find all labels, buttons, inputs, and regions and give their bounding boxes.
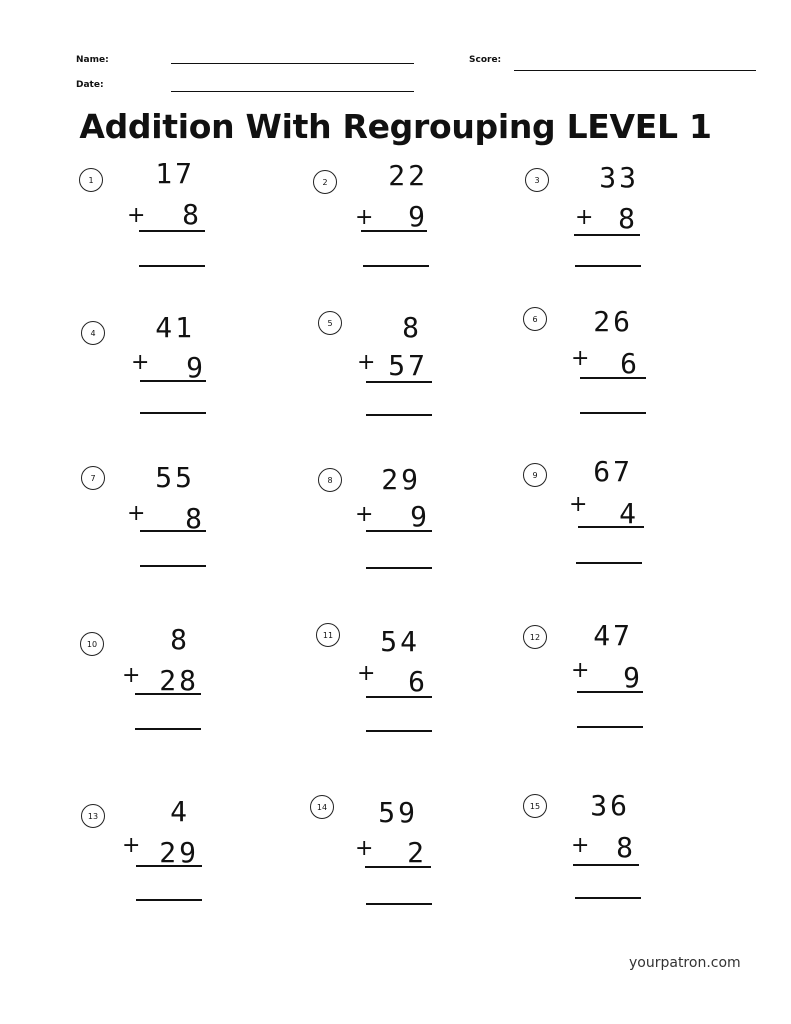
answer-line[interactable] [366,903,432,905]
plus-sign: + [127,501,146,526]
answer-line[interactable] [577,726,643,728]
name-line[interactable] [171,63,414,64]
top-addend: 8 [170,623,190,656]
bottom-addend: 8 [185,502,205,535]
bottom-addend: 6 [408,665,428,698]
sum-line [366,530,432,532]
footer-website: yourpatron.com [629,955,741,971]
problem-number: 6 [523,307,547,331]
problem-number: 1 [79,168,103,192]
score-label: Score: [469,55,502,65]
top-addend: 67 [593,455,633,488]
top-addend: 8 [402,311,422,344]
top-addend: 17 [155,157,195,190]
sum-line [366,696,432,698]
plus-sign: + [122,833,141,858]
problem-number: 2 [313,170,337,194]
date-label: Date: [76,80,104,90]
problem-number: 4 [81,321,105,345]
sum-line [573,864,639,866]
problem-number: 14 [310,795,334,819]
answer-line[interactable] [136,899,202,901]
problem-number: 11 [316,623,340,647]
sum-line [578,526,644,528]
sum-line [140,530,206,532]
bottom-addend: 2 [407,836,427,869]
plus-sign: + [571,833,590,858]
page-title: Addition With Regrouping LEVEL 1 [79,107,712,146]
answer-line[interactable] [139,265,205,267]
bottom-addend: 6 [620,347,640,380]
plus-sign: + [355,836,374,861]
sum-line [361,230,427,232]
top-addend: 36 [590,789,630,822]
date-line[interactable] [171,91,414,92]
answer-line[interactable] [363,265,429,267]
problem-number: 12 [523,625,547,649]
bottom-addend: 8 [616,831,636,864]
problem-number: 3 [525,168,549,192]
sum-line [136,865,202,867]
problem-number: 15 [523,794,547,818]
top-addend: 59 [378,796,418,829]
plus-sign: + [122,663,141,688]
top-addend: 26 [593,305,633,338]
bottom-addend: 9 [408,200,428,233]
problem-number: 13 [81,804,105,828]
top-addend: 47 [593,619,633,652]
top-addend: 33 [599,161,639,194]
plus-sign: + [355,502,374,527]
problem-number: 9 [523,463,547,487]
bottom-addend: 9 [410,500,430,533]
sum-line [366,381,432,383]
plus-sign: + [571,346,590,371]
problem-number: 5 [318,311,342,335]
name-label: Name: [76,55,109,65]
answer-line[interactable] [575,897,641,899]
answer-line[interactable] [140,412,206,414]
top-addend: 41 [155,311,195,344]
answer-line[interactable] [140,565,206,567]
answer-line[interactable] [580,412,646,414]
top-addend: 29 [381,463,421,496]
plus-sign: + [571,658,590,683]
bottom-addend: 8 [618,202,638,235]
bottom-addend: 8 [182,198,202,231]
bottom-addend: 28 [159,664,199,697]
score-line[interactable] [514,70,756,71]
top-addend: 55 [155,461,195,494]
problem-number: 10 [80,632,104,656]
bottom-addend: 9 [186,351,206,384]
sum-line [140,380,206,382]
answer-line[interactable] [576,562,642,564]
problem-number: 7 [81,466,105,490]
plus-sign: + [127,203,146,228]
bottom-addend: 9 [623,661,643,694]
plus-sign: + [357,350,376,375]
answer-line[interactable] [366,730,432,732]
plus-sign: + [569,492,588,517]
answer-line[interactable] [575,265,641,267]
sum-line [135,693,201,695]
bottom-addend: 57 [388,349,428,382]
plus-sign: + [575,205,594,230]
sum-line [365,866,431,868]
plus-sign: + [357,661,376,686]
top-addend: 54 [380,625,420,658]
bottom-addend: 29 [159,836,199,869]
top-addend: 4 [170,795,190,828]
answer-line[interactable] [366,567,432,569]
sum-line [577,691,643,693]
plus-sign: + [131,350,150,375]
problem-number: 8 [318,468,342,492]
sum-line [574,234,640,236]
top-addend: 22 [388,159,428,192]
answer-line[interactable] [366,414,432,416]
sum-line [139,230,205,232]
sum-line [580,377,646,379]
plus-sign: + [355,205,374,230]
answer-line[interactable] [135,728,201,730]
bottom-addend: 4 [619,497,639,530]
